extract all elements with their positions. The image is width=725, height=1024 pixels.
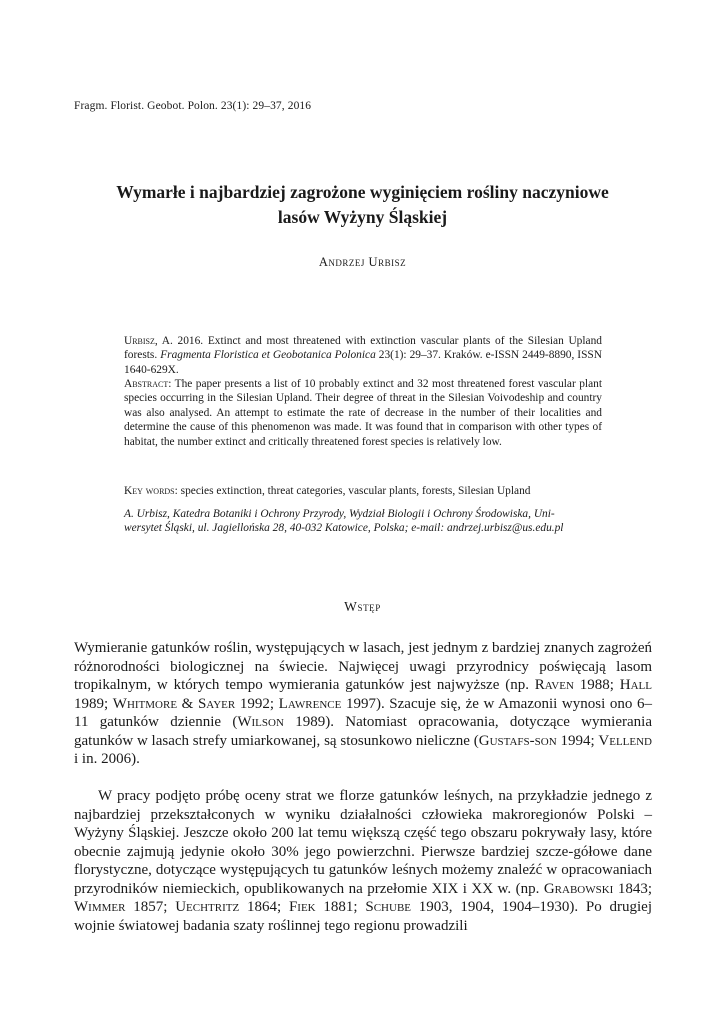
citation-ref: Whitmore & Sayer <box>112 695 236 712</box>
text-run: i in. 2006). <box>74 751 140 767</box>
keywords-block <box>124 484 602 498</box>
citation-ref: Uechtritz <box>175 899 240 915</box>
text-run: 1989). Natomiast opracowania, dotyczące wymierania gatunków w lasach strefy umiarkowanej, są stosunkowo nieliczne ( <box>74 714 652 749</box>
text-run: 1843; <box>613 880 652 897</box>
citation-ref: Hall <box>619 677 652 693</box>
citation-text: , A. 2016. Extinct and most threatened with extinction vascular plants of the Silesian Upland forests. <box>124 335 602 362</box>
citation-block <box>124 334 602 377</box>
citation-ref: Grabowski <box>543 880 614 897</box>
title-line-1: Wymarłe i najbardziej zagrożone wyginięciem rośliny naczyniowe <box>116 182 609 202</box>
text-run: 1992; <box>235 695 279 712</box>
text-run: Wymieranie gatunków roślin, występujących w lasach, jest jednym z bardziej znanych zagrożeń różnorodności biologicznej na świecie. Najwięcej uwagi przyrodnicy poświęcają lasom tropikalnym, w których tempo wymierania gatunków jest najwyższe (np. <box>74 640 652 693</box>
article-title <box>60 180 665 230</box>
abstract-label: Abstract <box>124 378 169 390</box>
journal-reference: Fragm. Florist. Geobot. Polon. 23(1): 29–37, 2016 <box>74 100 312 112</box>
citation-ref: Schube <box>365 899 411 915</box>
affiliation-line-1: A. Urbisz, Katedra Botaniki i Ochrony Przyrody, Wydział Biologii i Ochrony Środowiska, Uni- <box>124 508 555 520</box>
text-run: 1864; <box>239 899 289 915</box>
citation-ref: Gustafs-son <box>478 732 557 749</box>
citation-ref: Vellend <box>598 732 652 749</box>
text-run: 1903, 1904, 1904–1930). Po drugiej wojnie światowej badania szaty roślinnej tego regionu prowadzili <box>74 899 653 934</box>
text-run: 1994; <box>556 732 599 749</box>
citation-ref: Fiek <box>288 899 316 915</box>
author-name: Andrzej Urbisz <box>318 255 407 269</box>
body-paragraph-1 <box>74 639 652 769</box>
body-paragraph-2 <box>74 787 652 935</box>
abstract-text: : The paper presents a list of 10 probably extinct and 32 most threatened forest vascular plant species occurring in the Silesian Upland. Their degree of threat in the Silesian Voivodeship and country was also analysed. An attempt to estimate the rate of decrease in the number of their localities and determine the cause of this phenomenon was made. It was found that in comparison with other types of habitat, the number extinct and critically threatened forest species is relatively low. <box>124 378 602 448</box>
title-line-2: lasów Wyżyny Śląskiej <box>277 207 448 227</box>
text-run: 1857; <box>125 899 176 915</box>
citation-ref: Wimmer <box>74 899 126 915</box>
keywords-text: : species extinction, threat categories, vascular plants, forests, Silesian Upland <box>174 485 531 497</box>
abstract-block <box>124 377 602 449</box>
text-run: 1997). Szacuje się, że w Amazonii wynosi ono 6–11 gatunków dziennie ( <box>74 695 652 730</box>
text-run: 1989; <box>74 695 113 712</box>
section-heading: Wstęp <box>344 599 381 614</box>
affiliation-block <box>124 507 602 536</box>
affiliation-line-2: wersytet Śląski, ul. Jagiellońska 28, 40-032 Katowice, Polska; e-mail: andrzej.urbisz@us.edu.pl <box>124 522 564 535</box>
citation-ref: Wilson <box>237 714 284 730</box>
keywords-label: Key words <box>124 485 175 497</box>
citation-ref: Lawrence <box>278 695 342 712</box>
text-run: W pracy podjęto próbę oceny strat we florze gatunków leśnych, na przykładzie jednego z najbardziej przekształconych w wyniku działalności człowieka makroregionów Polski – Wyżyny Śląskiej. Jeszcze około 200 lat temu większą część tego obszaru pokrywały lasy, które obecnie zajmują jedynie około 30% jego powierzchni. Pierwsze bardziej szcze-gółowe dane florystyczne, dotyczące występujących tu gatunków leśnych możemy znaleźć w opracowaniach przyrodników niemieckich, opublikowanych na przełomie XIX i XX w. (np. <box>74 788 652 897</box>
citation-details: 23(1): 29–37. Kraków. e-ISSN 2449-8890, ISSN 1640-629X. <box>124 349 602 376</box>
citation-journal: Fragmenta Floristica et Geobotanica Polonica <box>160 349 376 362</box>
citation-author: Urbisz <box>124 335 155 347</box>
text-run: 1988; <box>573 677 620 693</box>
citation-ref: Raven <box>534 677 574 693</box>
text-run: 1881; <box>315 899 366 915</box>
